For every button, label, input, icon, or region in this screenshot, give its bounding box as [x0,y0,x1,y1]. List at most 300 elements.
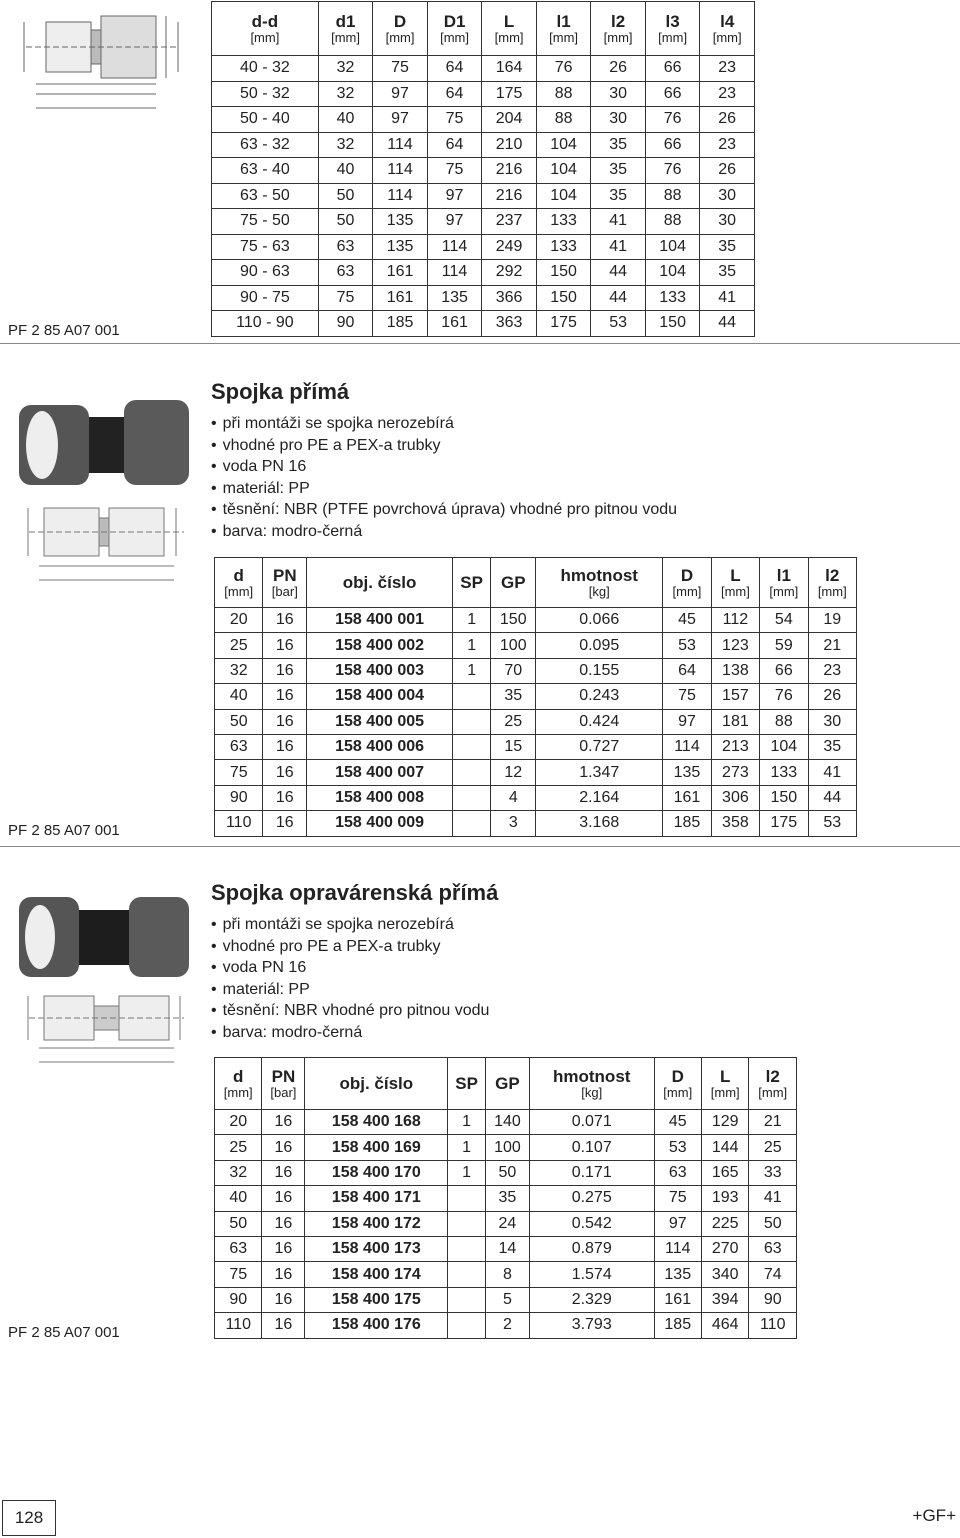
table-cell: 24 [485,1211,529,1236]
column-header [749,1058,797,1110]
table-row [212,234,755,260]
table-cell: 144 [701,1135,748,1160]
table-cell: 75 [373,56,428,82]
table-cell: 16 [263,709,307,734]
table-cell: 66 [760,658,808,683]
table-cell: 64 [427,132,482,158]
feature-item: • těsnění: NBR (PTFE povrchová úprava) vhodné pro pitnou vodu [211,499,677,521]
table-cell: 157 [711,684,759,709]
product-code-2: PF 2 85 A07 001 [8,822,120,839]
column-header [645,2,700,56]
table-row [215,608,857,633]
table-cell: 0.243 [536,684,663,709]
column-symbol: l4 [720,11,735,31]
column-header [263,558,307,608]
table-cell: 1 [452,658,490,683]
table-cell: 44 [591,285,646,311]
table-cell: 15 [491,734,536,759]
column-symbol: D [393,11,407,31]
table-cell: 114 [663,734,711,759]
table-cell: 25 [215,633,263,658]
table-cell: 104 [760,734,808,759]
table-cell: 30 [700,183,755,209]
column-symbol: hmotnost [560,565,638,585]
column-unit: [bar] [270,1084,297,1100]
table-cell: 100 [491,633,536,658]
table-cell: 114 [654,1236,701,1261]
table-cell: 75 [427,158,482,184]
table-row [215,811,857,836]
table-cell: 88 [645,183,700,209]
table-cell: 16 [263,633,307,658]
straight-coupling-drawing [14,500,194,595]
table-cell: 4 [491,785,536,810]
table-cell: 0.066 [536,608,663,633]
table-row [212,183,755,209]
table-cell: 104 [536,183,591,209]
table-cell: 110 [215,1313,262,1338]
table-cell: 63 - 50 [212,183,319,209]
table-cell: 8 [485,1262,529,1287]
column-symbol: SP [460,572,483,592]
table-cell: 26 [700,158,755,184]
table-cell: 75 [215,1262,262,1287]
table-cell: 16 [263,684,307,709]
reducer-drawing [6,8,196,118]
feature-item: • při montáži se spojka nerozebírá [211,914,489,936]
column-header [215,558,263,608]
column-symbol: D [671,1066,684,1086]
feature-item: • barva: modro-černá [211,1022,489,1044]
table-cell: 35 [700,260,755,286]
table-cell: 150 [491,608,536,633]
table-cell: 216 [482,158,537,184]
table-cell: 114 [427,234,482,260]
table-cell: 50 - 40 [212,107,319,133]
column-header [452,558,490,608]
table-cell: 97 [373,107,428,133]
table-cell [452,684,490,709]
table-row [215,785,857,810]
table-cell: 40 [318,107,373,133]
table-cell: 193 [701,1186,748,1211]
page-number: 128 [2,1500,56,1536]
column-symbol: D1 [443,11,466,31]
table-cell: 23 [808,658,856,683]
table-cell: 41 [808,760,856,785]
table-cell: 30 [591,107,646,133]
table-cell: 25 [749,1135,797,1160]
table-cell: 44 [700,311,755,337]
table-cell: 225 [701,1211,748,1236]
table-row [215,1262,797,1287]
table-cell: 75 [318,285,373,311]
table-cell: 104 [645,260,700,286]
repair-coupling-drawing [14,990,194,1070]
table-cell: 0.107 [529,1135,654,1160]
product-code-3: PF 2 85 A07 001 [8,1324,120,1341]
table-cell: 75 - 50 [212,209,319,235]
table-cell: 158 400 170 [305,1160,448,1185]
table-cell: 1.347 [536,760,663,785]
title-straight-coupling: Spojka přímá [211,379,350,404]
feature-item: • materiál: PP [211,478,677,500]
table-cell: 88 [760,709,808,734]
features-repair-coupling [211,914,489,1043]
table-cell: 41 [591,234,646,260]
table-cell: 464 [701,1313,748,1338]
divider-2 [0,846,960,847]
table-cell: 97 [427,183,482,209]
column-unit: [bar] [271,583,298,599]
table-cell: 12 [491,760,536,785]
table-cell: 104 [536,132,591,158]
table-cell: 63 [215,1236,262,1261]
table-cell: 45 [663,608,711,633]
table-cell: 3.793 [529,1313,654,1338]
table-cell: 16 [263,658,307,683]
table-cell: 90 [215,1287,262,1312]
column-header [529,1058,654,1110]
table-cell: 50 [318,183,373,209]
feature-item: • voda PN 16 [211,456,677,478]
table-cell: 1 [448,1160,486,1185]
column-symbol: PN [271,1066,296,1086]
table-cell: 1.574 [529,1262,654,1287]
table-cell: 161 [373,260,428,286]
table-cell: 88 [536,81,591,107]
column-symbol: l1 [776,565,791,585]
table-cell: 76 [536,56,591,82]
table-cell: 3.168 [536,811,663,836]
table-cell: 50 [215,709,263,734]
table-cell: 75 [215,760,263,785]
table-row [215,633,857,658]
table-cell: 164 [482,56,537,82]
column-header [654,1058,701,1110]
column-unit: [mm] [712,29,742,45]
table-cell: 213 [711,734,759,759]
table-cell: 76 [645,158,700,184]
table-cell: 158 400 005 [307,709,453,734]
column-unit: [mm] [494,29,524,45]
table-cell: 185 [373,311,428,337]
column-symbol: l2 [765,1066,780,1086]
table-cell: 63 [215,734,263,759]
table-cell [448,1211,486,1236]
table-cell: 114 [373,158,428,184]
table-cell: 16 [263,734,307,759]
table-cell: 44 [591,260,646,286]
table-cell: 358 [711,811,759,836]
table-cell: 35 [808,734,856,759]
table-cell: 158 400 008 [307,785,453,810]
table-cell: 40 [215,1186,262,1211]
feature-item: • při montáži se spojka nerozebírá [211,413,677,435]
table-cell: 158 400 007 [307,760,453,785]
table-cell: 50 [485,1160,529,1185]
table-cell: 123 [711,633,759,658]
column-unit: [kg] [581,1084,603,1100]
table-cell: 0.071 [529,1110,654,1135]
table-row [215,1211,797,1236]
table-cell: 237 [482,209,537,235]
table-cell: 90 [318,311,373,337]
column-unit: [kg] [588,583,610,599]
reducer-dimensions-table [211,1,755,337]
table-row [212,107,755,133]
column-header [711,558,759,608]
feature-item: • materiál: PP [211,979,489,1001]
table-cell: 112 [711,608,759,633]
table-row [212,81,755,107]
table-cell: 90 [215,785,263,810]
table-cell: 158 400 175 [305,1287,448,1312]
table-cell: 63 - 40 [212,158,319,184]
table-cell: 16 [263,785,307,810]
table-cell: 0.727 [536,734,663,759]
table-row [215,1287,797,1312]
divider-1 [0,343,960,344]
table-cell: 292 [482,260,537,286]
table-cell: 114 [427,260,482,286]
table-cell: 1 [448,1135,486,1160]
table-cell: 30 [700,209,755,235]
table-cell: 70 [491,658,536,683]
table-cell: 66 [645,56,700,82]
table-cell: 44 [808,785,856,810]
column-unit: [mm] [224,583,254,599]
column-unit: [mm] [769,583,799,599]
table-cell: 23 [700,132,755,158]
column-header [307,558,453,608]
table-cell: 158 400 176 [305,1313,448,1338]
table-cell: 75 [427,107,482,133]
table-row [212,132,755,158]
table-cell: 150 [760,785,808,810]
table-cell: 19 [808,608,856,633]
column-unit: [mm] [331,29,360,45]
table-cell: 165 [701,1160,748,1185]
feature-item: • vhodné pro PE a PEX-a trubky [211,936,489,958]
column-header [212,2,319,56]
column-unit: [mm] [817,583,847,599]
table-cell: 30 [591,81,646,107]
table-cell: 270 [701,1236,748,1261]
table-cell [448,1236,486,1261]
column-header [305,1058,448,1110]
table-cell: 50 [215,1211,262,1236]
table-cell: 129 [701,1110,748,1135]
table-cell: 366 [482,285,537,311]
column-unit: [mm] [250,29,280,45]
table-cell: 158 400 174 [305,1262,448,1287]
table-cell: 75 [663,684,711,709]
table-cell: 158 400 009 [307,811,453,836]
table-cell: 76 [645,107,700,133]
column-symbol: d1 [335,11,356,31]
table-cell: 90 - 75 [212,285,319,311]
table-cell [448,1287,486,1312]
feature-item: • vhodné pro PE a PEX-a trubky [211,435,677,457]
table-cell [452,734,490,759]
column-symbol: SP [455,1073,478,1093]
column-unit: [mm] [223,1084,253,1100]
table-cell: 161 [373,285,428,311]
column-unit: [mm] [549,29,579,45]
table-row [215,760,857,785]
repair-coupling-table [214,1057,797,1339]
table-cell [448,1186,486,1211]
table-cell: 114 [373,183,428,209]
column-unit: [mm] [385,29,415,45]
column-header [536,2,591,56]
table-cell: 26 [591,56,646,82]
column-header [808,558,856,608]
column-unit: [mm] [663,1084,693,1100]
column-unit: [mm] [440,29,469,45]
table-cell: 76 [760,684,808,709]
table-cell: 35 [591,132,646,158]
table-cell: 20 [215,1110,262,1135]
table-cell: 63 [654,1160,701,1185]
table-cell: 0.095 [536,633,663,658]
table-cell: 97 [654,1211,701,1236]
table-cell: 158 400 002 [307,633,453,658]
table-cell: 14 [485,1236,529,1261]
table-cell: 32 [318,56,373,82]
table-cell: 16 [262,1262,305,1287]
table-cell: 5 [485,1287,529,1312]
table-cell: 64 [427,56,482,82]
table-cell: 35 [485,1186,529,1211]
table-cell: 16 [262,1287,305,1312]
table-cell: 110 - 90 [212,311,319,337]
table-cell: 249 [482,234,537,260]
table-cell: 26 [808,684,856,709]
table-cell: 32 [215,1160,262,1185]
table-cell: 41 [700,285,755,311]
column-symbol: l3 [665,11,680,31]
table-cell: 340 [701,1262,748,1287]
table-cell: 158 400 173 [305,1236,448,1261]
table-cell: 110 [749,1313,797,1338]
table-cell: 110 [215,811,263,836]
table-cell: 0.155 [536,658,663,683]
feature-item: • těsnění: NBR vhodné pro pitnou vodu [211,1000,489,1022]
table-cell: 53 [808,811,856,836]
table-cell: 394 [701,1287,748,1312]
table-cell: 97 [663,709,711,734]
table-row [215,1160,797,1185]
table-cell: 53 [591,311,646,337]
table-cell: 35 [591,183,646,209]
table-cell: 16 [263,608,307,633]
table-cell: 64 [663,658,711,683]
table-cell: 75 [654,1186,701,1211]
column-symbol: obj. číslo [342,572,417,592]
column-unit: [mm] [758,1084,788,1100]
column-symbol: d [233,565,244,585]
table-row [212,260,755,286]
table-row [212,209,755,235]
table-row [212,158,755,184]
column-header [262,1058,305,1110]
table-cell: 35 [491,684,536,709]
table-cell: 66 [645,81,700,107]
table-cell [452,811,490,836]
table-cell: 2.164 [536,785,663,810]
repair-coupling-photo [14,885,194,985]
table-cell: 175 [536,311,591,337]
table-cell: 63 - 32 [212,132,319,158]
table-cell: 363 [482,311,537,337]
table-cell: 30 [808,709,856,734]
table-cell: 204 [482,107,537,133]
table-cell: 161 [654,1287,701,1312]
table-cell: 306 [711,785,759,810]
table-cell: 32 [215,658,263,683]
table-cell: 1 [452,633,490,658]
table-cell: 40 [215,684,263,709]
table-cell: 273 [711,760,759,785]
title-repair-coupling: Spojka opravárenská přímá [211,880,499,905]
table-cell: 3 [491,811,536,836]
table-cell: 150 [536,260,591,286]
table-cell: 59 [760,633,808,658]
column-symbol: l1 [556,11,571,31]
table-cell: 158 400 006 [307,734,453,759]
column-header [373,2,428,56]
table-cell: 0.275 [529,1186,654,1211]
column-symbol: d [233,1066,244,1086]
straight-coupling-photo [14,385,194,495]
table-cell: 25 [491,709,536,734]
table-cell: 21 [808,633,856,658]
table-cell: 158 400 001 [307,608,453,633]
table-cell: 16 [263,811,307,836]
table-cell: 32 [318,81,373,107]
table-row [215,658,857,683]
table-cell: 16 [262,1236,305,1261]
table-row [215,1313,797,1338]
table-cell: 216 [482,183,537,209]
table-cell: 16 [262,1135,305,1160]
table-cell: 63 [749,1236,797,1261]
table-cell: 135 [373,234,428,260]
table-cell: 88 [536,107,591,133]
table-cell: 210 [482,132,537,158]
table-cell: 50 [318,209,373,235]
table-cell: 161 [663,785,711,810]
table-cell: 158 400 169 [305,1135,448,1160]
table-row [215,1110,797,1135]
table-row [215,734,857,759]
column-header [760,558,808,608]
table-cell: 158 400 168 [305,1110,448,1135]
table-row [212,311,755,337]
table-cell: 40 [318,158,373,184]
table-cell: 185 [654,1313,701,1338]
table-cell: 150 [645,311,700,337]
table-cell: 53 [654,1135,701,1160]
table-cell: 21 [749,1110,797,1135]
column-header [701,1058,748,1110]
column-symbol: d-d [251,11,279,31]
table-cell: 53 [663,633,711,658]
column-unit: [mm] [710,1084,740,1100]
table-cell: 97 [427,209,482,235]
